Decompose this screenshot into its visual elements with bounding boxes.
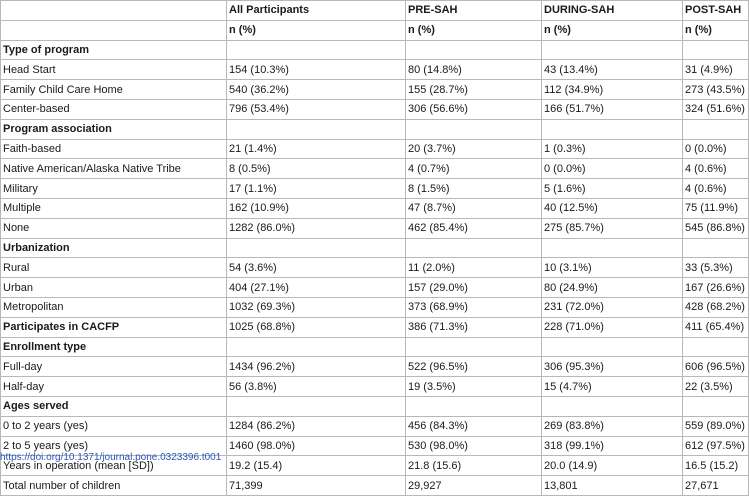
table-row: [1, 159, 749, 179]
header-cell: DURING-SAH: [542, 1, 683, 21]
value-cell: 112 (34.9%): [542, 80, 683, 100]
row-label-cell: 2 to 5 years (yes): [1, 436, 227, 456]
value-cell: 1025 (68.8%): [227, 317, 406, 337]
value-cell: [542, 396, 683, 416]
value-cell: 40 (12.5%): [542, 198, 683, 218]
value-cell: 231 (72.0%): [542, 297, 683, 317]
value-cell: 20 (3.7%): [406, 139, 542, 159]
unit-cell: n (%): [227, 20, 406, 40]
table-row: [1, 476, 749, 496]
value-cell: 157 (29.0%): [406, 278, 542, 298]
table-row: [1, 297, 749, 317]
section-header-row: [1, 396, 749, 416]
unit-cell: n (%): [683, 20, 749, 40]
value-cell: 386 (71.3%): [406, 317, 542, 337]
value-cell: 162 (10.9%): [227, 198, 406, 218]
row-label-cell: Program association: [1, 119, 227, 139]
table-row: [1, 258, 749, 278]
value-cell: 21 (1.4%): [227, 139, 406, 159]
row-label-cell: Metropolitan: [1, 297, 227, 317]
value-cell: 4 (0.6%): [683, 159, 749, 179]
value-cell: 796 (53.4%): [227, 99, 406, 119]
value-cell: 8 (1.5%): [406, 179, 542, 199]
value-cell: 228 (71.0%): [542, 317, 683, 337]
value-cell: 71,399: [227, 476, 406, 496]
value-cell: 559 (89.0%): [683, 416, 749, 436]
value-cell: 269 (83.8%): [542, 416, 683, 436]
header-cell: All Participants: [227, 1, 406, 21]
row-label-cell: Years in operation (mean [SD]): [1, 456, 227, 476]
row-label-cell: Half-day: [1, 377, 227, 397]
table-row: [1, 278, 749, 298]
value-cell: 612 (97.5%): [683, 436, 749, 456]
value-cell: [683, 337, 749, 357]
value-cell: 306 (95.3%): [542, 357, 683, 377]
unit-cell: n (%): [406, 20, 542, 40]
table-row: [1, 317, 749, 337]
row-label-cell: Military: [1, 179, 227, 199]
value-cell: 15 (4.7%): [542, 377, 683, 397]
value-cell: 0 (0.0%): [683, 139, 749, 159]
table-row: [1, 357, 749, 377]
row-label-cell: Head Start: [1, 60, 227, 80]
value-cell: 16.5 (15.2): [683, 456, 749, 476]
row-label-cell: Family Child Care Home: [1, 80, 227, 100]
table-row: [1, 139, 749, 159]
value-cell: 21.8 (15.6): [406, 456, 542, 476]
value-cell: 43 (13.4%): [542, 60, 683, 80]
table-row: [1, 80, 749, 100]
row-label-cell: Type of program: [1, 40, 227, 60]
value-cell: 20.0 (14.9): [542, 456, 683, 476]
value-cell: 22 (3.5%): [683, 377, 749, 397]
value-cell: 1282 (86.0%): [227, 218, 406, 238]
value-cell: 530 (98.0%): [406, 436, 542, 456]
value-cell: [683, 119, 749, 139]
value-cell: [227, 337, 406, 357]
row-label-cell: 0 to 2 years (yes): [1, 416, 227, 436]
unit-cell: [1, 20, 227, 40]
table-row: [1, 218, 749, 238]
value-cell: 275 (85.7%): [542, 218, 683, 238]
section-header-row: [1, 238, 749, 258]
value-cell: 606 (96.5%): [683, 357, 749, 377]
section-header-row: [1, 40, 749, 60]
value-cell: 13,801: [542, 476, 683, 496]
row-label-cell: Participates in CACFP: [1, 317, 227, 337]
value-cell: [683, 238, 749, 258]
row-label-cell: Center-based: [1, 99, 227, 119]
value-cell: 1032 (69.3%): [227, 297, 406, 317]
doi-link[interactable]: https://doi.org/10.1371/journal.pone.0323396.t001: [0, 452, 222, 463]
value-cell: 404 (27.1%): [227, 278, 406, 298]
value-cell: 540 (36.2%): [227, 80, 406, 100]
value-cell: 17 (1.1%): [227, 179, 406, 199]
value-cell: 1284 (86.2%): [227, 416, 406, 436]
value-cell: 19.2 (15.4): [227, 456, 406, 476]
value-cell: [227, 396, 406, 416]
value-cell: 4 (0.7%): [406, 159, 542, 179]
value-cell: 19 (3.5%): [406, 377, 542, 397]
value-cell: 273 (43.5%): [683, 80, 749, 100]
value-cell: 10 (3.1%): [542, 258, 683, 278]
value-cell: [683, 396, 749, 416]
value-cell: 0 (0.0%): [542, 159, 683, 179]
value-cell: 80 (24.9%): [542, 278, 683, 298]
header-cell: POST-SAH: [683, 1, 749, 21]
value-cell: [406, 40, 542, 60]
value-cell: 155 (28.7%): [406, 80, 542, 100]
value-cell: [542, 238, 683, 258]
value-cell: 27,671: [683, 476, 749, 496]
value-cell: 29,927: [406, 476, 542, 496]
value-cell: 1434 (96.2%): [227, 357, 406, 377]
table-row: [1, 60, 749, 80]
value-cell: 1 (0.3%): [542, 139, 683, 159]
row-label-cell: Enrollment type: [1, 337, 227, 357]
value-cell: 8 (0.5%): [227, 159, 406, 179]
header-cell: PRE-SAH: [406, 1, 542, 21]
value-cell: [542, 40, 683, 60]
value-cell: 411 (65.4%): [683, 317, 749, 337]
header-cell: [1, 1, 227, 21]
value-cell: [406, 119, 542, 139]
value-cell: 31 (4.9%): [683, 60, 749, 80]
value-cell: 167 (26.6%): [683, 278, 749, 298]
value-cell: 522 (96.5%): [406, 357, 542, 377]
row-label-cell: Native American/Alaska Native Tribe: [1, 159, 227, 179]
section-header-row: [1, 119, 749, 139]
value-cell: 166 (51.7%): [542, 99, 683, 119]
table-row: [1, 99, 749, 119]
value-cell: 324 (51.6%): [683, 99, 749, 119]
table-body: [1, 1, 749, 496]
value-cell: 306 (56.6%): [406, 99, 542, 119]
value-cell: 47 (8.7%): [406, 198, 542, 218]
row-label-cell: Multiple: [1, 198, 227, 218]
header-row: [1, 1, 749, 21]
value-cell: [542, 119, 683, 139]
value-cell: 154 (10.3%): [227, 60, 406, 80]
value-cell: 75 (11.9%): [683, 198, 749, 218]
value-cell: 11 (2.0%): [406, 258, 542, 278]
row-label-cell: Faith-based: [1, 139, 227, 159]
row-label-cell: Ages served: [1, 396, 227, 416]
row-label-cell: Rural: [1, 258, 227, 278]
value-cell: 1460 (98.0%): [227, 436, 406, 456]
row-label-cell: Urbanization: [1, 238, 227, 258]
table-row: [1, 179, 749, 199]
row-label-cell: Total number of children: [1, 476, 227, 496]
section-header-row: [1, 337, 749, 357]
value-cell: 545 (86.8%): [683, 218, 749, 238]
value-cell: 5 (1.6%): [542, 179, 683, 199]
value-cell: 80 (14.8%): [406, 60, 542, 80]
value-cell: 428 (68.2%): [683, 297, 749, 317]
value-cell: 56 (3.8%): [227, 377, 406, 397]
value-cell: 373 (68.9%): [406, 297, 542, 317]
unit-cell: n (%): [542, 20, 683, 40]
value-cell: [227, 238, 406, 258]
value-cell: 318 (99.1%): [542, 436, 683, 456]
value-cell: [542, 337, 683, 357]
value-cell: [683, 40, 749, 60]
value-cell: 456 (84.3%): [406, 416, 542, 436]
row-label-cell: Urban: [1, 278, 227, 298]
value-cell: 4 (0.6%): [683, 179, 749, 199]
row-label-cell: Full-day: [1, 357, 227, 377]
value-cell: [406, 396, 542, 416]
value-cell: [227, 40, 406, 60]
table-row: [1, 416, 749, 436]
row-label-cell: None: [1, 218, 227, 238]
value-cell: 33 (5.3%): [683, 258, 749, 278]
value-cell: [227, 119, 406, 139]
table-row: [1, 198, 749, 218]
table-row: [1, 377, 749, 397]
value-cell: 462 (85.4%): [406, 218, 542, 238]
unit-row: [1, 20, 749, 40]
value-cell: 54 (3.6%): [227, 258, 406, 278]
value-cell: [406, 238, 542, 258]
value-cell: [406, 337, 542, 357]
